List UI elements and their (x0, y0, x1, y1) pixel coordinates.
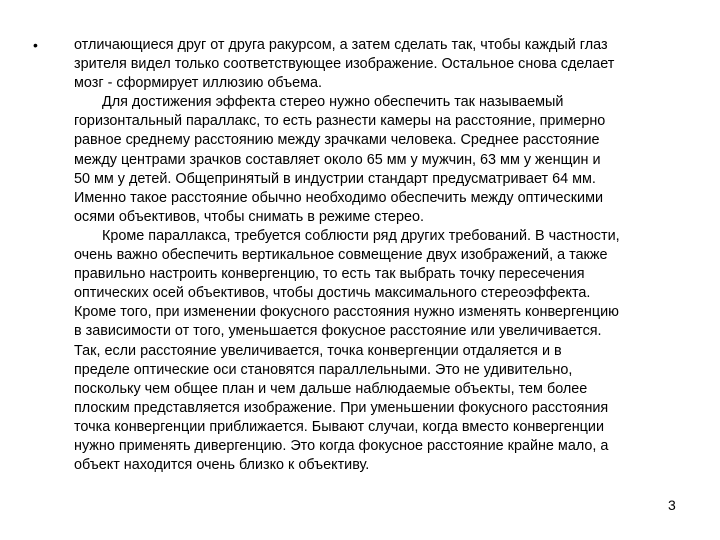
text-line: объект находится очень близко к объективу. (74, 457, 370, 474)
text-line: оптических осей объективов, чтобы достичь максимального стереоэффекта. (74, 285, 591, 302)
text-line: осями объективов, чтобы снимать в режиме стерео. (74, 208, 424, 225)
text-line: правильно настроить конвергенцию, то есть так выбрать точку пересечения (74, 266, 585, 283)
text-line: очень важно обеспечить вертикальное совмещение двух изображений, а также (74, 247, 608, 264)
text-line: нужно применять дивергенцию. Это когда фокусное расстояние крайне мало, а (74, 437, 609, 454)
text-line: зрителя видел только соответствующее изображение. Остальное снова сделает (74, 56, 615, 73)
text-line: отличающиеся друг от друга ракурсом, а затем сделать так, чтобы каждый глаз (74, 37, 608, 53)
page-number: 3 (668, 497, 676, 513)
text-line: между центрами зрачков составляет около 65 мм у мужчин, 63 мм у женщин и (74, 151, 601, 168)
text-line: в зависимости от того, уменьшается фокусное расстояние или увеличивается. (74, 323, 602, 340)
text-line: точка конвергенции приближается. Бывают случаи, когда вместо конвергенции (74, 418, 604, 435)
text-line-paragraph-start: Для достижения эффекта стерео нужно обеспечить так называемый (102, 94, 564, 111)
text-line: горизонтальный параллакс, то есть разнести камеры на расстояние, примерно (74, 113, 606, 130)
text-line: пределе оптические оси становятся параллельными. Это не удивительно, (74, 361, 573, 378)
text-line: плоским представляется изображение. При уменьшении фокусного расстояния (74, 399, 609, 416)
text-line: Именно такое расстояние обычно необходимо обеспечить между оптическими (74, 189, 604, 206)
text-line-paragraph-start: Кроме параллакса, требуется соблюсти ряд других требований. В частности, (102, 227, 620, 244)
text-line: равное среднему расстоянию между зрачками человека. Среднее расстояние (74, 132, 600, 149)
text-line: мозг - сформирует иллюзию объема. (74, 75, 323, 92)
text-line: 50 мм у детей. Общепринятый в индустрии стандарт предусматривает 64 мм. (74, 170, 596, 187)
text-line: Так, если расстояние увеличивается, точка конвергенции отдаляется и в (74, 342, 562, 359)
text-line: Кроме того, при изменении фокусного расстояния нужно изменять конвергенцию (74, 304, 619, 321)
text-line: поскольку чем общее план и чем дальше наблюдаемые объекты, тем более (74, 380, 588, 397)
bullet-marker: • (33, 37, 38, 53)
slide-body-text (74, 36, 694, 475)
